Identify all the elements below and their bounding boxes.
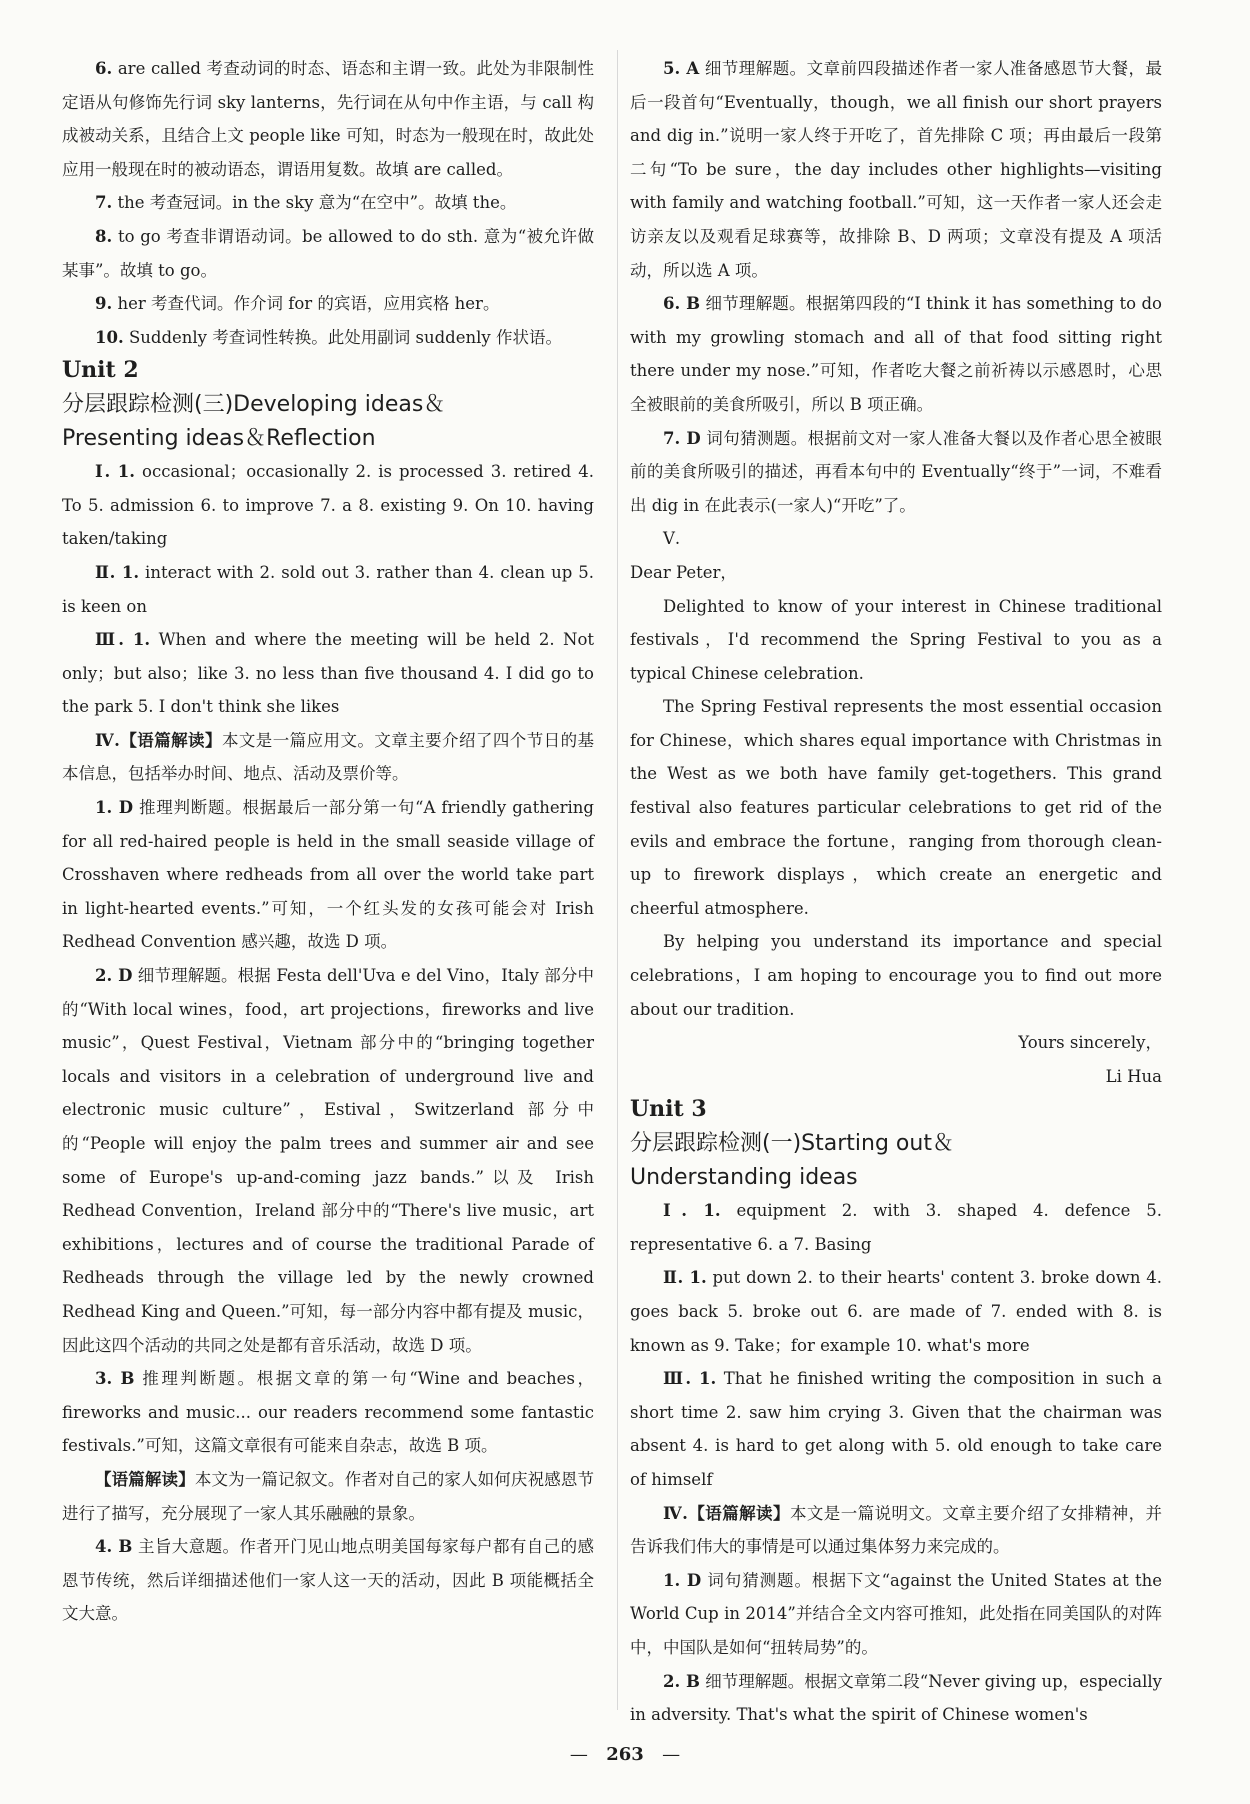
paragraph: [62, 623, 594, 724]
paragraph: [630, 690, 1162, 925]
paragraph: [62, 220, 594, 287]
item-number: Ⅰ. 1.: [95, 462, 135, 482]
item-number: Ⅳ.【语篇解读】: [663, 1503, 790, 1523]
paragraph: [630, 1194, 1162, 1261]
paragraph: [62, 321, 594, 355]
item-text: Dear Peter，: [630, 562, 737, 582]
footer-dash-right: —: [662, 1744, 681, 1765]
item-text: Ⅴ.: [663, 529, 681, 549]
item-number: 10.: [95, 327, 124, 347]
paragraph: [630, 1026, 1162, 1060]
paragraph: [62, 52, 594, 186]
item-text: equipment 2. with 3. shaped 4. defence 5. representative 6. a 7. Basing: [630, 1201, 1162, 1254]
item-text: 词句猜测题。根据前文对一家人准备大餐以及作者心思全被眼前的美食所吸引的描述，再看本句中的 Eventually“终于”一词，不难看出 dig in 在此表示(一家人)“开吃”了。: [630, 428, 1162, 515]
paragraph: [630, 287, 1162, 421]
item-number: 9.: [95, 294, 113, 314]
item-number: 2. B: [663, 1671, 700, 1691]
paragraph: [630, 925, 1162, 1026]
item-text: Suddenly 考查词性转换。此处用副词 suddenly 作状语。: [123, 327, 562, 347]
item-text: 细节理解题。根据 Festa dell'Uva e del Vino，Italy 部分中的“With local wines，food，art projections，fireworks and live music”，Quest Festival，Vietnam 部分中的“bringing together locals and visitors in a celebration of underground live and electronic music culture”，Estival，Switzerland 部分中的“People will enjoy the palm trees and summer air and see some of Europe's up-and-coming jazz bands.”以及 Irish Redhead Convention，Ireland 部分中的“There's live music，art exhibitions，lectures and of course the traditional Parade of Redheads through the village led by the newly crowned Redhead King and Queen.”可知，每一部分内容中都有提及 music，因此这四个活动的共同之处是都有音乐活动，故选 D 项。: [62, 966, 594, 1355]
section-heading: Understanding ideas: [630, 1164, 858, 1190]
paragraph: [62, 186, 594, 220]
paragraph: [630, 1497, 1162, 1564]
item-number: 7.: [95, 193, 113, 213]
paragraph: [630, 1564, 1162, 1665]
item-number: Ⅳ.【语篇解读】: [95, 730, 222, 750]
unit-heading: Unit 3: [630, 1096, 707, 1123]
left-column: [62, 52, 594, 1631]
item-number: 8.: [95, 226, 113, 246]
paragraph: [62, 1362, 594, 1463]
item-number: Ⅲ. 1.: [95, 630, 151, 650]
item-text: By helping you understand its importance and special celebrations，I am hoping to encourage you to find out more about our tradition.: [630, 932, 1162, 1019]
unit-heading: Unit 2: [62, 357, 139, 384]
item-text: her 考查代词。作介词 for 的宾语，应用宾格 her。: [112, 294, 500, 314]
item-text: interact with 2. sold out 3. rather than 4. clean up 5. is keen on: [62, 562, 594, 616]
paragraph: [630, 422, 1162, 523]
item-text: Yours sincerely，: [1018, 1033, 1162, 1053]
item-number: 【语篇解读】: [95, 1469, 195, 1489]
paragraph: [630, 556, 1162, 590]
item-text: 本文是一篇说明文。文章主要介绍了女排精神，并告诉我们伟大的事情是可以通过集体努力来完成的。: [630, 1503, 1163, 1557]
item-text: 推理判断题。根据文章的第一句“Wine and beaches，fireworks and music... our readers recommend some fantastic festivals.”可知，这篇文章很有可能来自杂志，故选 B 项。: [62, 1369, 594, 1456]
paragraph: [630, 1665, 1162, 1732]
section-heading: 分层跟踪检测(三)Developing ideas＆: [62, 391, 446, 417]
item-text: 主旨大意题。作者开门见山地点明美国每家每户都有自己的感恩节传统，然后详细描述他们一家人这一天的活动，因此 B 项能概括全文大意。: [62, 1537, 594, 1624]
paragraph: [630, 1060, 1162, 1094]
item-text: 本文是一篇应用文。文章主要介绍了四个节日的基本信息，包括举办时间、地点、活动及票价等。: [62, 730, 595, 784]
item-text: are called 考查动词的时态、语态和主谓一致。此处为非限制性定语从句修饰先行词 sky lanterns，先行词在从句中作主语，与 call 构成被动关系，且结合上文 people like 可知，时态为一般现在时，故此处应用一般现在时的被动语态，谓语用复数。故填 are called。: [62, 59, 594, 179]
item-number: 1. D: [95, 798, 134, 818]
item-text: to go 考查非谓语动词。be allowed to do sth. 意为“被允许做某事”。故填 to go。: [62, 226, 594, 280]
column-divider: [617, 50, 618, 1710]
item-number: 7. D: [663, 428, 701, 448]
item-text: The Spring Festival represents the most essential occasion for Chinese，which shares equal importance with Christmas in the West as we both have family get-togethers. This grand festival also features particular celebrations to get rid of the evils and embrace the fortune，ranging from thorough clean-up to firework displays，which create an energetic and cheerful atmosphere.: [630, 697, 1162, 918]
paragraph: [62, 1530, 594, 1631]
page-number: 263: [606, 1744, 644, 1765]
item-number: Ⅱ. 1.: [95, 562, 140, 582]
item-text: 本文为一篇记叙文。作者对自己的家人如何庆祝感恩节进行了描写，充分展现了一家人其乐融融的景象。: [62, 1469, 595, 1523]
item-number: 6.: [95, 59, 113, 78]
paragraph: [630, 1362, 1162, 1496]
item-text: 词句猜测题。根据下文“against the United States at the World Cup in 2014”并结合全文内容可推知，此处指在同美国队的对阵中，中国队是如何“扭转局势”的。: [630, 1570, 1162, 1657]
item-number: Ⅲ. 1.: [663, 1369, 717, 1389]
paragraph: [630, 52, 1162, 287]
item-number: 6. B: [663, 294, 701, 314]
item-text: 细节理解题。文章前四段描述作者一家人准备感恩节大餐，最后一段首句“Eventually，though，we all finish our short prayers and dig in.”说明一家人终于开吃了，首先排除 C 项；再由最后一段第二句“To be sure，the day includes other highlights—visiting with family and watching football.”可知，这一天作者一家人还会走访亲友以及观看足球赛等，故排除 B、D 两项；文章没有提及 A 项活动，所以选 A 项。: [630, 59, 1162, 280]
paragraph: [62, 455, 594, 556]
paragraph: [62, 724, 594, 791]
item-number: 2. D: [95, 966, 133, 986]
footer-dash-left: —: [569, 1744, 588, 1765]
item-text: 细节理解题。根据第四段的“I think it has something to do with my growling stomach and all of that food sitting right there under my nose.”可知，作者吃大餐之前祈祷以示感恩时，心思全被眼前的美食所吸引，所以 B 项正确。: [630, 294, 1162, 414]
item-text: That he finished writing the composition in such a short time 2. saw him crying 3. Given that the chairman was absent 4. is hard to get along with 5. old enough to take care of himself: [630, 1369, 1162, 1489]
right-column: [630, 52, 1162, 1732]
paragraph: [62, 287, 594, 321]
item-text: Li Hua: [1105, 1066, 1162, 1086]
paragraph: [630, 1261, 1162, 1362]
paragraph: [630, 522, 1162, 556]
item-number: 1. D: [663, 1570, 702, 1590]
paragraph: [630, 590, 1162, 691]
item-text: occasional；occasionally 2. is processed 3. retired 4. To 5. admission 6. to improve 7. a 8. existing 9. On 10. having taken/taking: [62, 462, 594, 549]
paragraph: [62, 791, 594, 959]
paragraph: [62, 959, 594, 1362]
item-number: 5. A: [663, 59, 700, 78]
item-number: Ⅰ. 1.: [663, 1201, 721, 1221]
item-text: 推理判断题。根据最后一部分第一句“A friendly gathering for all red-haired people is held in the small seaside village of Crosshaven where redheads from all over the world take part in light-hearted events.”可知，一个红头发的女孩可能会对 Irish Redhead Convention 感兴趣，故选 D 项。: [62, 798, 594, 952]
item-number: 3. B: [95, 1369, 135, 1389]
item-number: Ⅱ. 1.: [663, 1268, 707, 1288]
paragraph: [62, 1463, 594, 1530]
item-number: 4. B: [95, 1537, 133, 1557]
item-text: the 考查冠词。in the sky 意为“在空中”。故填 the。: [112, 193, 517, 213]
section-heading: Presenting ideas＆Reflection: [62, 425, 376, 451]
section-heading: 分层跟踪检测(一)Starting out＆: [630, 1131, 954, 1156]
item-text: Delighted to know of your interest in Chinese traditional festivals，I'd recommend the Spring Festival to you as a typical Chinese celebration.: [630, 596, 1162, 683]
paragraph: [62, 556, 594, 623]
item-text: 细节理解题。根据文章第二段“Never giving up，especially in adversity. That's what the spirit of Chinese women's: [630, 1671, 1163, 1725]
page-footer: [0, 1744, 1250, 1765]
item-text: When and where the meeting will be held 2. Not only；but also；like 3. no less than five thousand 4. I did go to the park 5. I don't think she likes: [62, 630, 595, 717]
item-text: put down 2. to their hearts' content 3. broke down 4. goes back 5. broke out 6. are made of 7. ended with 8. is known as 9. Take；for example 10. what's more: [630, 1268, 1162, 1355]
